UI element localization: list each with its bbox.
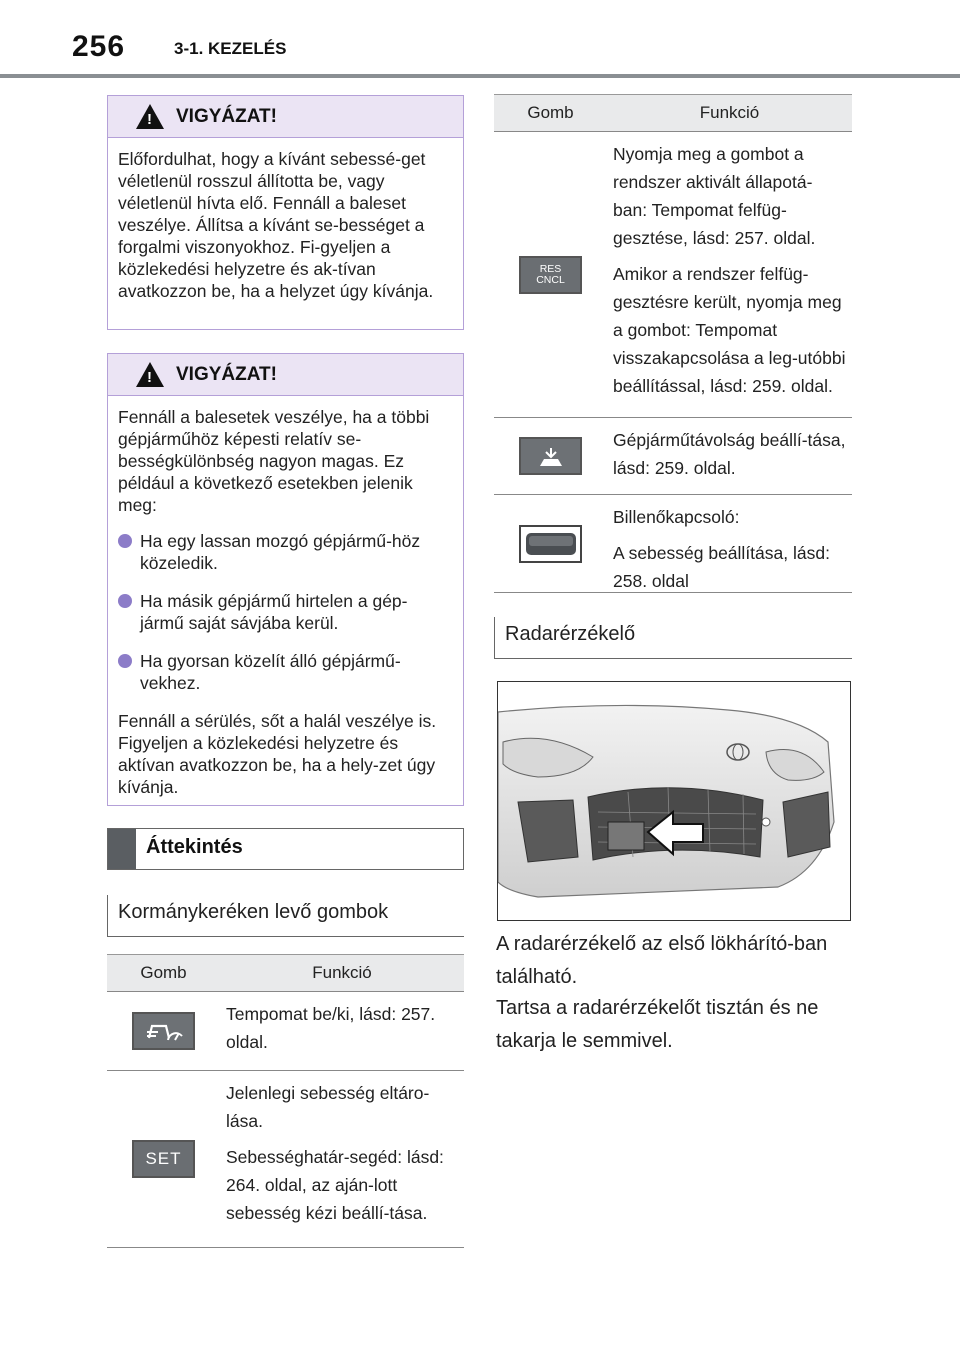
function-cell xyxy=(607,495,852,592)
set-button: SET xyxy=(132,1140,195,1178)
function-cell xyxy=(220,1071,464,1247)
table-header xyxy=(494,94,852,132)
column-header-function: Funkció xyxy=(312,963,372,982)
page-number: 256 xyxy=(72,30,126,63)
table-row xyxy=(494,132,852,418)
table-row xyxy=(494,418,852,495)
header-rule xyxy=(0,74,960,78)
button-cell xyxy=(494,495,607,592)
button-cell xyxy=(107,1071,220,1247)
buttons-table-right xyxy=(494,94,852,593)
page-header xyxy=(0,0,960,80)
buttons-table-left xyxy=(107,954,464,1248)
table-row xyxy=(107,992,464,1071)
function-text: Tempomat be/ki, lásd: 257. oldal. xyxy=(226,1004,436,1052)
overview-heading xyxy=(107,828,464,870)
heading-bar xyxy=(108,829,136,869)
column-header-function: Funkció xyxy=(699,103,760,122)
function-text: Nyomja meg a gombot a rendszer aktivált állapotá-ban: Tempomat felfüg-gesztése, lásd: 257. oldal. xyxy=(613,144,816,248)
steering-buttons-heading: Kormánykeréken levő gombok xyxy=(107,895,464,937)
table-row xyxy=(494,495,852,593)
warning-box-2 xyxy=(107,353,464,806)
cncl-label: CNCL xyxy=(536,273,565,286)
warning-header xyxy=(108,96,463,138)
warning-triangle-icon xyxy=(136,362,164,387)
function-cell xyxy=(607,418,852,494)
button-cell xyxy=(494,132,607,417)
radar-location-text: A radarérzékelő az első lökhárító-ban található. xyxy=(496,933,828,988)
rocker-switch-button xyxy=(519,525,582,563)
warning-intro: Fennáll a balesetek veszélye, ha a többi gépjárműhöz képesti relatív se-bességkülönbség nagyon magas. Ez például a következő esetekben jelenik meg: xyxy=(118,407,430,515)
table-header xyxy=(107,954,464,992)
cruise-control-icon xyxy=(144,1018,184,1044)
warning-title: VIGYÁZAT! xyxy=(176,106,277,127)
radar-sensor-figure xyxy=(497,681,851,921)
warning-body xyxy=(108,396,463,810)
function-cell xyxy=(220,992,464,1070)
button-cell xyxy=(107,992,220,1070)
table-row xyxy=(107,1071,464,1248)
bullet-dot-icon xyxy=(118,654,132,668)
cruise-control-button xyxy=(132,1012,195,1050)
warning-title: VIGYÁZAT! xyxy=(176,364,277,385)
warning-bullet: Ha egy lassan mozgó gépjármű-höz közeledik. xyxy=(118,530,451,574)
function-text: A sebesség beállítása, lásd: 258. oldal xyxy=(613,543,830,591)
warning-bullet: Ha másik gépjármű hirtelen a gép-jármű saját sávjába kerül. xyxy=(118,590,451,634)
button-cell xyxy=(494,418,607,494)
function-cell xyxy=(607,132,852,417)
car-front-illustration xyxy=(498,682,851,921)
function-text: Gépjárműtávolság beállí-tása, lásd: 259. oldal. xyxy=(613,430,846,478)
function-text: Billenőkapcsoló: xyxy=(613,507,740,527)
bullet-dot-icon xyxy=(118,594,132,608)
radar-care-text: Tartsa a radarérzékelőt tisztán és ne takarja le semmivel. xyxy=(496,997,819,1052)
function-text: Jelenlegi sebesség eltáro-lása. xyxy=(226,1083,430,1131)
warning-outro: Fennáll a sérülés, sőt a halál veszélye is. Figyeljen a közlekedési helyzetre és aktívan avatkozzon be, ha a hely-zet úgy kívánja. xyxy=(118,711,437,797)
warning-bullet: Ha gyorsan közelít álló gépjármű-vekhez. xyxy=(118,650,451,694)
overview-title: Áttekintés xyxy=(146,836,243,858)
distance-button xyxy=(519,437,582,475)
function-text: Amikor a rendszer felfüg-gesztésre került, nyomja meg a gombot: Tempomat visszakapcsolása a leg-utóbbi beállítással, lásd: 259. oldal. xyxy=(613,264,846,396)
rocker-switch-icon xyxy=(523,529,579,559)
distance-setting-icon xyxy=(534,444,568,468)
warning-text: Előfordulhat, hogy a kívánt sebessé-get véletlenül rosszul állította be, vagy véletlenül hívta elő. Fennáll a baleset veszélye. Állítsa a kívánt se-bességet a forgalmi viszonyokhoz. Fi-gyeljen a közlekedési helyzetre és ak-tívan avatkozzon be, ha a helyzet úgy kívánja. xyxy=(118,149,434,301)
res-cncl-button xyxy=(519,256,582,294)
radar-heading: Radarérzékelő xyxy=(494,617,852,659)
warning-body xyxy=(108,138,463,314)
warning-triangle-icon xyxy=(136,104,164,129)
res-label: RES xyxy=(539,262,562,275)
warning-box-1 xyxy=(107,95,464,330)
column-header-button: Gomb xyxy=(527,103,574,122)
column-header-button: Gomb xyxy=(140,963,187,982)
warning-header xyxy=(108,354,463,396)
bullet-dot-icon xyxy=(118,534,132,548)
function-text: Sebességhatár-segéd: lásd: 264. oldal, az aján-lott sebesség kézi beállí-tása. xyxy=(226,1147,444,1223)
section-title: 3-1. KEZELÉS xyxy=(174,39,287,58)
